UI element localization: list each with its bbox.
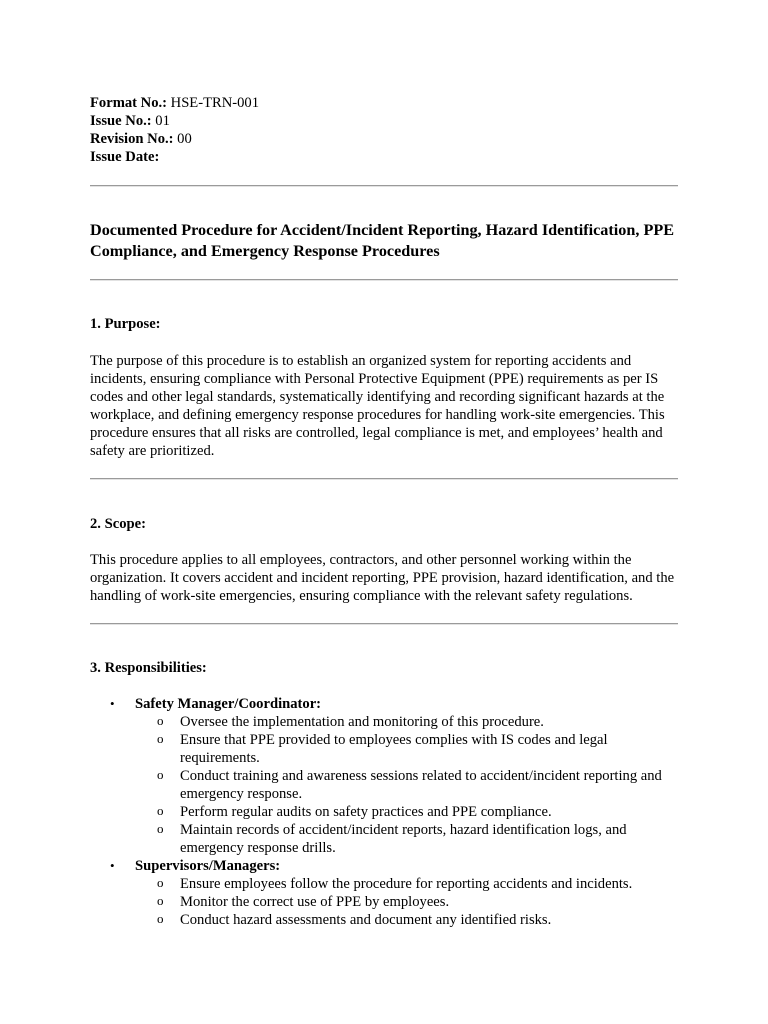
responsibility-item	[135, 875, 678, 893]
circle-bullet-icon: o	[157, 875, 164, 890]
divider	[90, 185, 678, 187]
issue-date-label: Issue Date:	[90, 149, 160, 165]
responsibility-item	[135, 803, 678, 821]
responsibilities-list	[90, 695, 678, 929]
circle-bullet-icon: o	[157, 731, 164, 746]
divider	[90, 478, 678, 480]
divider	[90, 279, 678, 281]
responsibility-item-text: Conduct training and awareness sessions related to accident/incident reporting and emergency response.	[180, 768, 662, 802]
purpose-heading: 1. Purpose:	[90, 316, 161, 332]
responsibility-role-label: Supervisors/Managers:	[135, 858, 281, 874]
circle-bullet-icon: o	[157, 893, 164, 908]
responsibility-item-text: Oversee the implementation and monitoring of this procedure.	[180, 714, 544, 730]
format-number-label: Format No.:	[90, 95, 167, 111]
responsibility-item	[135, 911, 678, 929]
responsibilities-section	[90, 659, 678, 929]
issue-number-value: 01	[155, 113, 170, 129]
responsibility-items	[135, 875, 678, 929]
revision-number-value: 00	[177, 131, 192, 147]
issue-date-line	[90, 148, 678, 166]
purpose-text: The purpose of this procedure is to establish an organized system for reporting accidents and incidents, ensuring compliance with Personal Protective Equipment (PPE) requirements as per IS codes and other legal standards, systematically identifying and recording significant hazards at the workplace, and defining emergency response procedures for handling work-site emergencies. This procedure ensures that all risks are controlled, legal compliance is met, and employees’ health and safety are prioritized.	[90, 353, 665, 459]
responsibility-group-supervisors	[90, 857, 678, 929]
responsibility-item-text: Ensure that PPE provided to employees complies with IS codes and legal requirements.	[180, 732, 608, 766]
document-header	[90, 94, 678, 166]
responsibility-group-safety-manager	[90, 695, 678, 857]
responsibility-item	[135, 713, 678, 731]
scope-heading: 2. Scope:	[90, 516, 146, 532]
responsibilities-heading: 3. Responsibilities:	[90, 660, 207, 676]
format-number-value: HSE-TRN-001	[170, 95, 260, 111]
document-title: Documented Procedure for Accident/Incident Reporting, Hazard Identification, PPE Compliance, and Emergency Response Procedures	[90, 221, 675, 260]
scope-section	[90, 515, 678, 605]
responsibility-item-text: Ensure employees follow the procedure for reporting accidents and incidents.	[180, 876, 633, 892]
revision-number-label: Revision No.:	[90, 131, 174, 147]
responsibility-item-text: Perform regular audits on safety practices and PPE compliance.	[180, 804, 552, 820]
bullet-icon: •	[110, 858, 115, 873]
circle-bullet-icon: o	[157, 803, 164, 818]
purpose-section	[90, 315, 678, 460]
circle-bullet-icon: o	[157, 767, 164, 782]
issue-number-label: Issue No.:	[90, 113, 152, 129]
scope-text: This procedure applies to all employees, contractors, and other personnel working within the organization. It covers accident and incident reporting, PPE provision, hazard identification, and the handling of work-site emergencies, ensuring compliance with the relevant safety regulations.	[90, 552, 675, 604]
divider	[90, 623, 678, 625]
format-number-line	[90, 94, 678, 112]
circle-bullet-icon: o	[157, 821, 164, 836]
issue-number-line	[90, 112, 678, 130]
responsibility-item	[135, 767, 678, 803]
responsibility-item-text: Conduct hazard assessments and document any identified risks.	[180, 912, 552, 928]
responsibility-item-text: Maintain records of accident/incident reports, hazard identification logs, and emergency response drills.	[180, 822, 627, 856]
responsibility-item	[135, 893, 678, 911]
circle-bullet-icon: o	[157, 713, 164, 728]
responsibility-item-text: Monitor the correct use of PPE by employees.	[180, 894, 450, 910]
revision-number-line	[90, 130, 678, 148]
bullet-icon: •	[110, 696, 115, 711]
circle-bullet-icon: o	[157, 911, 164, 926]
responsibility-items	[135, 713, 678, 857]
responsibility-role-label: Safety Manager/Coordinator:	[135, 696, 322, 712]
responsibility-item	[135, 821, 678, 857]
responsibility-item	[135, 731, 678, 767]
